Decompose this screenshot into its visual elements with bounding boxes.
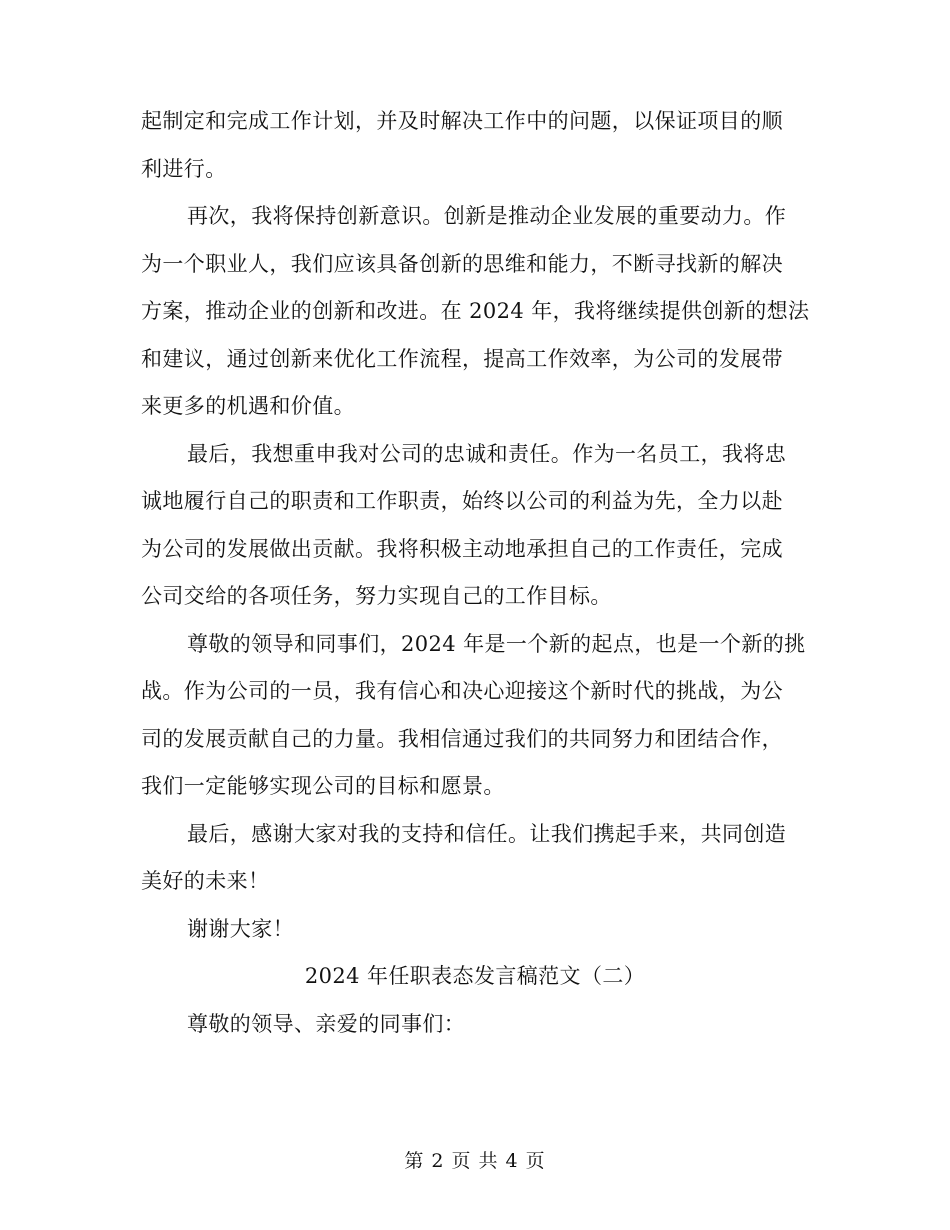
document-body [141,98,809,1048]
paragraph-line: 最后，我想重申我对公司的忠诚和责任。作为一名员工，我将忠 [187,441,787,466]
paragraph-line: 利进行。 [141,156,227,181]
paragraph-line: 再次，我将保持创新意识。创新是推动企业发展的重要动力。作 [187,204,787,228]
paragraph-line: 诚地履行自己的职责和工作职责，始终以公司的利益为先，全力以赴 [141,489,783,513]
paragraph-line: 尊敬的领导和同事们，2024 年是一个新的起点，也是一个新的挑 [187,631,806,656]
paragraph-line: 美好的未来！ [141,869,270,893]
paragraph-loyalty [141,431,809,621]
paragraph-closing [141,906,809,954]
paragraph-thanks [141,811,809,906]
paragraph-line: 来更多的机遇和价值。 [141,394,355,418]
paragraph-innovation [141,193,809,431]
paragraph-line: 战。作为公司的一员，我有信心和决心迎接这个新时代的挑战，为公 [141,679,783,703]
paragraph-line: 为公司的发展做出贡献。我将积极主动地承担自己的工作责任，完成 [141,536,783,561]
paragraph-line: 方案，推动企业的创新和改进。在 2024 年，我将继续提供创新的想法 [141,299,810,323]
paragraph-line: 谢谢大家！ [187,916,294,941]
salutation-line: 尊敬的领导、亲爱的同事们： [187,1011,466,1036]
paragraph-line: 和建议，通过创新来优化工作流程，提高工作效率，为公司的发展带 [141,346,783,371]
paragraph-line: 司的发展贡献自己的力量。我相信通过我们的共同努力和团结合作， [141,726,783,751]
paragraph-line: 最后，感谢大家对我的支持和信任。让我们携起手来，共同创造 [187,821,787,846]
page-number-footer: 第 2 页 共 4 页 [404,1150,546,1172]
section-title: 2024 年任职表态发言稿范文（二） [304,964,646,988]
salutation [141,1001,809,1049]
paragraph-line: 我们一定能够实现公司的目标和愿景。 [141,774,505,798]
paragraph-project-plan [141,98,809,193]
paragraph-line: 起制定和完成工作计划，并及时解决工作中的问题，以保证项目的顺 [141,109,783,133]
paragraph-new-start [141,621,809,811]
paragraph-line: 公司交给的各项任务，努力实现自己的工作目标。 [141,584,612,608]
paragraph-line: 为一个职业人，我们应该具备创新的思维和能力，不断寻找新的解决 [141,251,783,276]
